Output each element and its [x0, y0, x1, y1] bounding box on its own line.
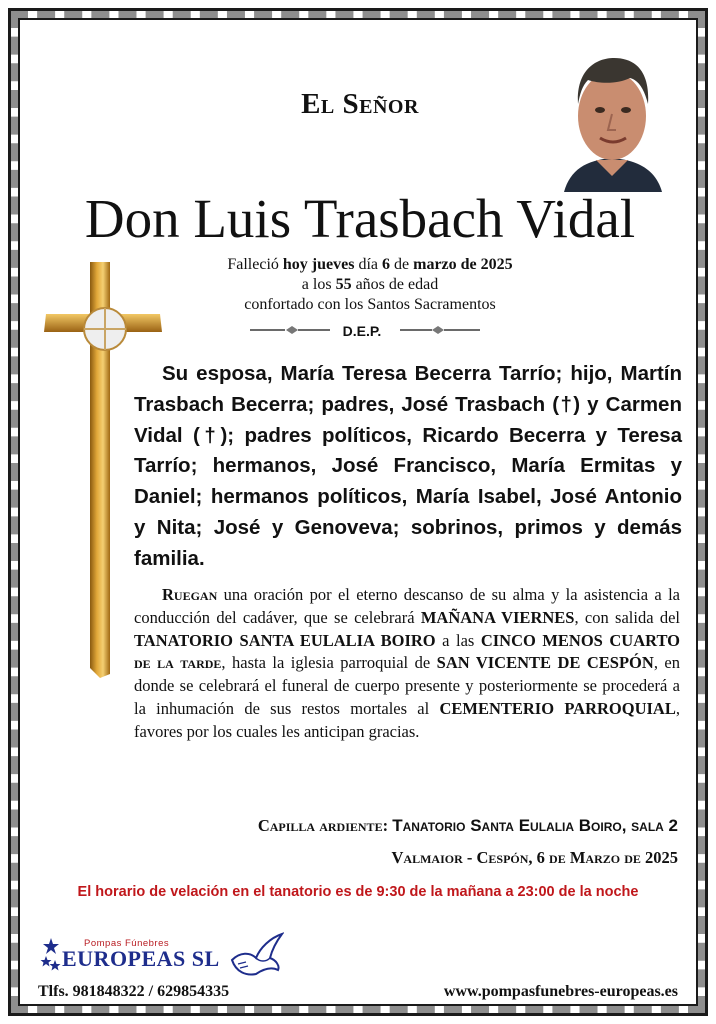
dove-icon	[226, 930, 284, 980]
capilla-ardiente: Capilla ardiente: Tanatorio Santa Eulalia Boiro, sala 2	[257, 816, 678, 835]
place-date: Valmaior - Cespón, 6 de Marzo de 2025	[391, 848, 678, 867]
vigil-hours: El horario de velación en el tanatorio es de 9:30 de la mañana a 23:00 de la noche	[77, 884, 639, 900]
death-line: Falleció hoy jueves día 6 de marzo de 2025	[227, 256, 513, 273]
website-link[interactable]: www.pompasfunebres-europeas.es	[443, 983, 678, 1000]
stars-icon	[38, 936, 64, 976]
dep-label: D.E.P.	[342, 323, 382, 339]
age-line: a los 55 años de edad	[301, 276, 439, 293]
logo-brand: EUROPEAS SL	[62, 946, 220, 971]
deceased-name: Don Luis Trasbach Vidal	[84, 188, 636, 249]
logo-subtitle: Pompas Fúnebres	[84, 938, 170, 949]
title-senor: El Señor	[301, 88, 419, 120]
family-list: Su esposa, María Teresa Becerra Tarrío; hijo, Martín Trasbach Becerra; padres, José Trasbach (†) y Carmen Vidal (†); padres políticos, Ricardo Becerra y Teresa Tarrío; hermanos, José Francisco, María Ermitas y Daniel; hermanos políticos, María Isabel, José Antonio y Nita; José y Genoveva; sobrinos, primos y demás familia.	[134, 362, 682, 570]
phone-numbers: Tlfs. 981848322 / 629854335	[38, 983, 230, 1000]
funeral-details: Ruegan una oración por el eterno descanso de su alma y la asistencia a la conducción del cadáver, que se celebrará MAÑANA VIERNES, con salida del TANATORIO SANTA EULALIA BOIRO a las CINCO MENOS CUARTO de la tarde, hasta la iglesia parroquial de SAN VICENTE DE CESPÓN, en donde se celebrará el funeral de cuerpo presente y posteriormente se procederá a la inhumación de sus restos mortales al CEMENTERIO PARROQUIAL, favores por los cuales les anticipan gracias.	[134, 585, 680, 741]
deceased-photo	[556, 42, 668, 194]
sacraments-line: confortado con los Santos Sacramentos	[244, 296, 496, 313]
